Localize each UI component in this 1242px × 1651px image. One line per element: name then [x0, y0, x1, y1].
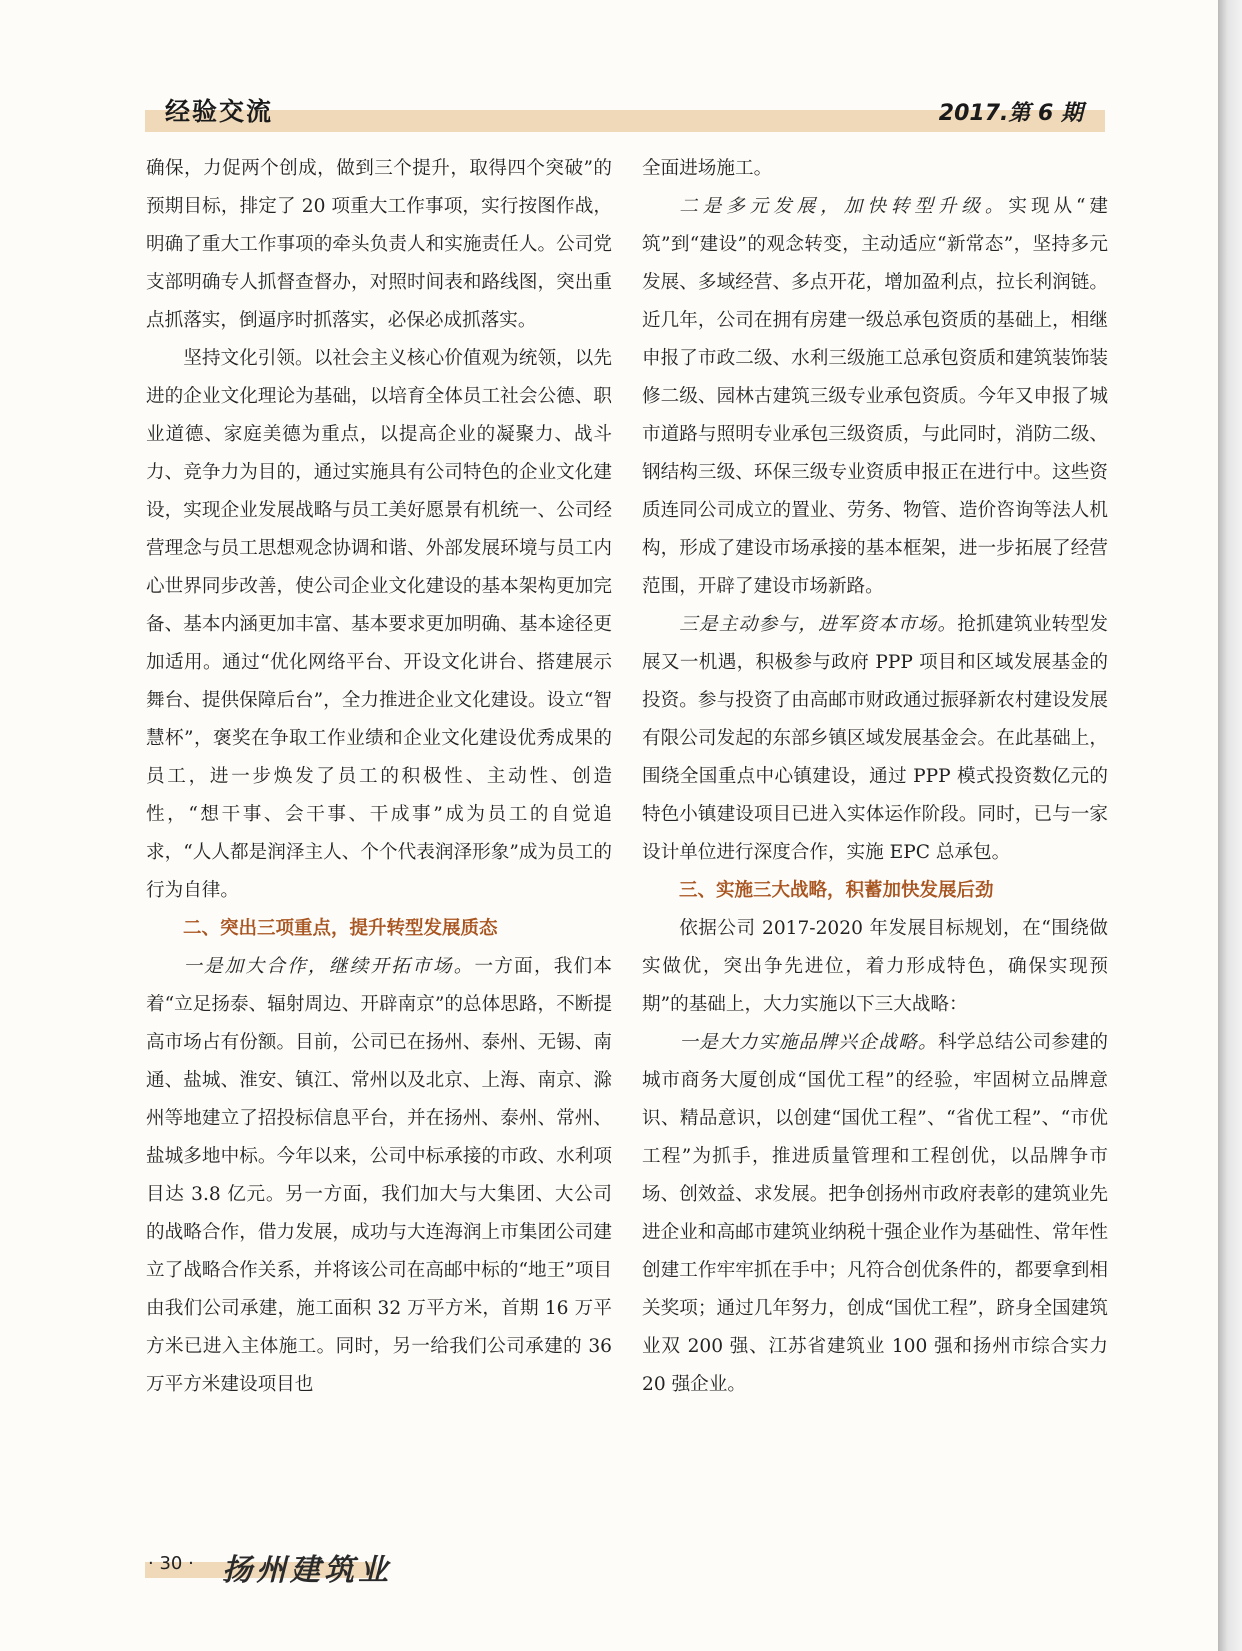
paragraph [146, 948, 612, 1404]
paragraph: 坚持文化引领。以社会主义核心价值观为统领，以先进的企业文化理论为基础，以培育全体员工社会公德、职业道德、家庭美德为重点，以提高企业的凝聚力、战斗力、竞争力为目的，通过实施具有公司特色的企业文化建设，实现企业发展战略与员工美好愿景有机统一、公司经营理念与员工思想观念协调和谐、外部发展环境与员工内心世界同步改善，使公司企业文化建设的基本架构更加完备、基本内涵更加丰富、基本要求更加明确、基本途径更加适用。通过“优化网络平台、开设文化讲台、搭建展示舞台、提供保障后台”，全力推进企业文化建设。设立“智慧杯”，褒奖在争取工作业绩和企业文化建设优秀成果的员工，进一步焕发了员工的积极性、主动性、创造性，“想干事、会干事、干成事”成为员工的自觉追求，“人人都是润泽主人、个个代表润泽形象”成为员工的行为自律。 [146, 348, 612, 901]
paragraph-lead: 一是大力实施品牌兴企战略。 [679, 1032, 939, 1053]
right-column [642, 150, 1108, 1404]
paragraph [642, 188, 1108, 606]
section-title: 经验交流 [165, 97, 274, 126]
paragraph-body: 科学总结公司参建的城市商务大厦创成“国优工程”的经验，牢固树立品牌意识、精品意识，以创建“国优工程”、“省优工程”、“市优工程”为抓手，推进质量管理和工程创优，以品牌争市场、创效益、求发展。把争创扬州市政府表彰的建筑业先进企业和高邮市建筑业纳税十强企业作为基础性、常年性创建工作牢牢抓在手中；凡符合创优条件的，都要拿到相关奖项；通过几年努力，创成“国优工程”，跻身全国建筑业双 200 强、江苏省建筑业 100 强和扬州市综合实力 20 强企业。 [642, 1032, 1108, 1395]
paragraph: 依据公司 2017-2020 年发展目标规划，在“围绕做实做优，突出争先进位，着力形成特色，确保实现预期”的基础上，大力实施以下三大战略： [642, 918, 1108, 1015]
paragraph-lead: 一是加大合作，继续开拓市场。 [183, 956, 475, 977]
paragraph-body: 实现从“建筑”到“建设”的观念转变，主动适应“新常态”，坚持多元发展、多域经营、多点开花，增加盈利点，拉长利润链。近几年，公司在拥有房建一级总承包资质的基础上，相继申报了市政二级、水利三级施工总承包资质和建筑装饰装修二级、园林古建筑三级专业承包资质。今年又申报了城市道路与照明专业承包三级资质，与此同时，消防二级、钢结构三级、环保三级专业资质申报正在进行中。这些资质连同公司成立的置业、劳务、物管、造价咨询等法人机构，形成了建设市场承接的基本框架，进一步拓展了经营范围，开辟了建设市场新路。 [642, 196, 1108, 597]
paragraph-body: 抢抓建筑业转型发展又一机遇，积极参与政府 PPP 项目和区域发展基金的投资。参与投资了由高邮市财政通过振驿新农村建设发展有限公司发起的东部乡镇区域发展基金会。在此基础上，围绕全国重点中心镇建设，通过 PPP 模式投资数亿元的特色小镇建设项目已进入实体运作阶段。同时，已与一家设计单位进行深度合作，实施 EPC 总承包。 [642, 614, 1108, 863]
paragraph [642, 1024, 1108, 1404]
paragraph: 确保，力促两个创成，做到三个提升，取得四个突破”的预期目标，排定了 20 项重大工作事项，实行按图作战，明确了重大工作事项的牵头负责人和实施责任人。公司党支部明确专人抓督查督办，对照时间表和路线图，突出重点抓落实，倒逼序时抓落实，必保必成抓落实。 [146, 158, 612, 331]
paragraph-lead: 二是多元发展，加快转型升级。 [679, 196, 1009, 217]
page-edge-shadow [1218, 0, 1242, 1651]
paragraph [642, 606, 1108, 872]
page-number: · 30 · [148, 1553, 194, 1574]
magazine-logo: 扬州建筑业 [222, 1553, 392, 1588]
paragraph-body: 一方面，我们本着“立足扬泰、辐射周边、开辟南京”的总体思路，不断提高市场占有份额。目前，公司已在扬州、泰州、无锡、南通、盐城、淮安、镇江、常州以及北京、上海、南京、滁州等地建立了招投标信息平台，并在扬州、泰州、常州、盐城多地中标。今年以来，公司中标承接的市政、水利项目达 3.8 亿元。另一方面，我们加大与大集团、大公司的战略合作，借力发展，成功与大连海润上市集团公司建立了战略合作关系，并将该公司在高邮中标的“地王”项目由我们公司承建，施工面积 32 万平方米，首期 16 万平方米已进入主体施工。同时，另一给我们公司承建的 36 万平方米建设项目也 [146, 956, 612, 1395]
paragraph: 全面进场施工。 [642, 158, 773, 179]
paragraph-lead: 三是主动参与，进军资本市场。 [679, 614, 958, 635]
issue-label: 2017.第 6 期 [938, 101, 1083, 126]
section-heading: 三、实施三大战略，积蓄加快发展后劲 [679, 880, 994, 901]
left-column [146, 150, 612, 1404]
section-heading: 二、突出三项重点，提升转型发展质态 [183, 918, 498, 939]
